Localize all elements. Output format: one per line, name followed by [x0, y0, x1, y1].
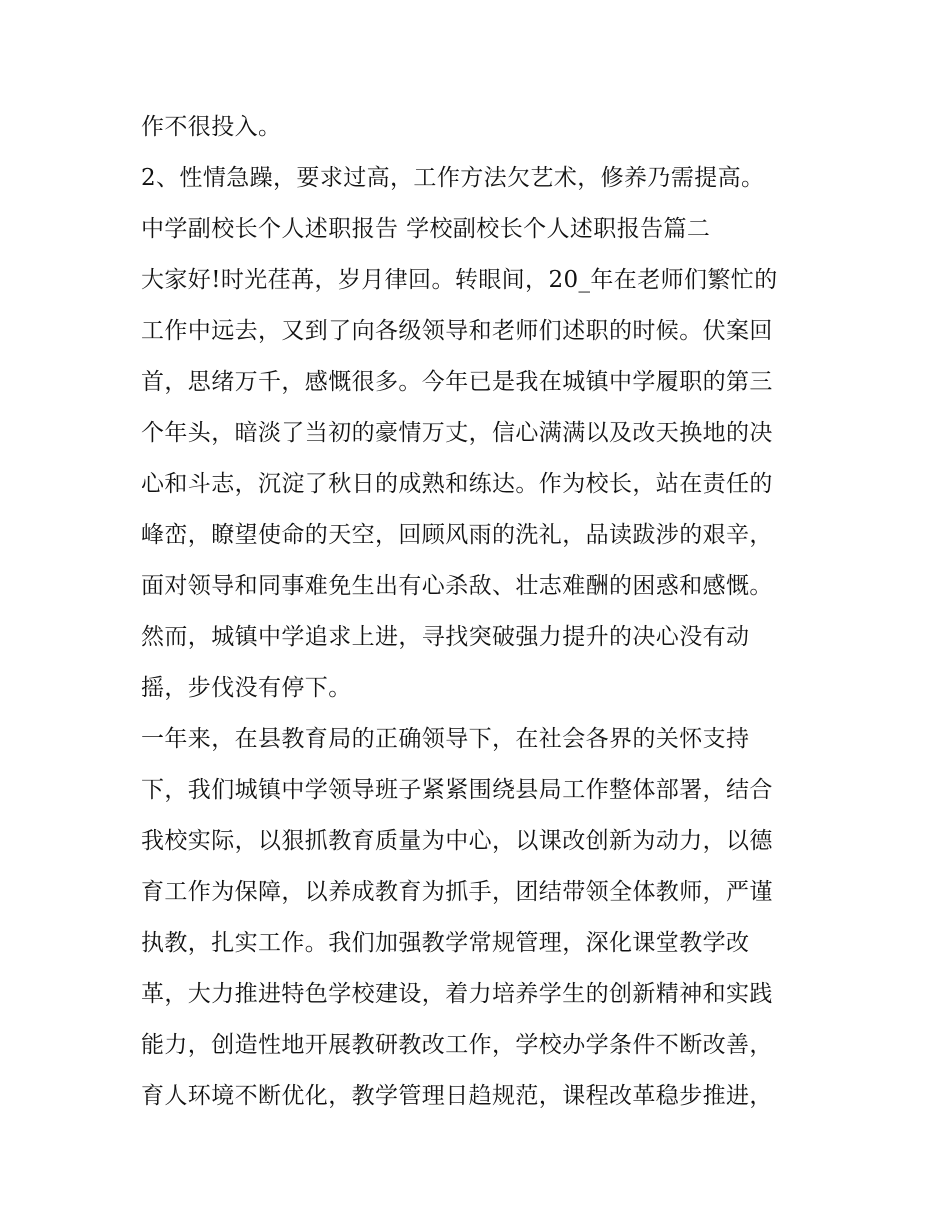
text-line: 首，思绪万千，感慨很多。今年已是我在城镇中学履职的第三 [141, 369, 773, 395]
text-line: 育人环境不断优化，教学管理日趋规范，课程改革稳步推进， [141, 1083, 773, 1109]
text-line: 我校实际，以狠抓教育质量为中心，以课改创新为动力，以德 [141, 828, 773, 854]
text-line: 摇，步伐没有停下。 [141, 675, 352, 701]
text-line: 面对领导和同事难免生出有心杀敌、壮志难酬的困惑和感慨。 [141, 573, 773, 599]
list-item-2: 2、性情急躁，要求过高，工作方法欠艺术，修养乃需提高。 [141, 165, 765, 191]
text-line: 心和斗志，沉淀了秋日的成熟和练达。作为校长，站在责任的 [141, 471, 773, 497]
text-line: 下，我们城镇中学领导班子紧紧围绕县局工作整体部署，结合 [141, 777, 773, 803]
text-line: 育工作为保障，以养成教育为抓手，团结带领全体教师，严谨 [141, 879, 773, 905]
text-line: 工作中远去，又到了向各级领导和老师们述职的时候。伏案回 [141, 318, 773, 344]
text-line: 作不很投入。 [141, 114, 282, 140]
text-line: 个年头，暗淡了当初的豪情万丈，信心满满以及改天换地的决 [141, 420, 773, 446]
text-line: 峰峦，瞭望使命的天空，回顾风雨的洗礼，品读跋涉的艰辛， [141, 522, 773, 548]
text-line: 执教，扎实工作。我们加强教学常规管理，深化课堂教学改 [141, 930, 750, 956]
text-line: 能力，创造性地开展教研教改工作，学校办学条件不断改善， [141, 1032, 773, 1058]
section-heading: 中学副校长个人述职报告 学校副校长个人述职报告篇二 [141, 216, 711, 242]
text-line: 一年来，在县教育局的正确领导下，在社会各界的关怀支持 [141, 726, 750, 752]
text-line: 然而，城镇中学追求上进，寻找突破强力提升的决心没有动 [141, 624, 750, 650]
text-line: 革，大力推进特色学校建设，着力培养学生的创新精神和实践 [141, 981, 773, 1007]
text-line: 大家好!时光荏苒，岁月律回。转眼间，20_年在老师们繁忙的 [141, 267, 778, 293]
